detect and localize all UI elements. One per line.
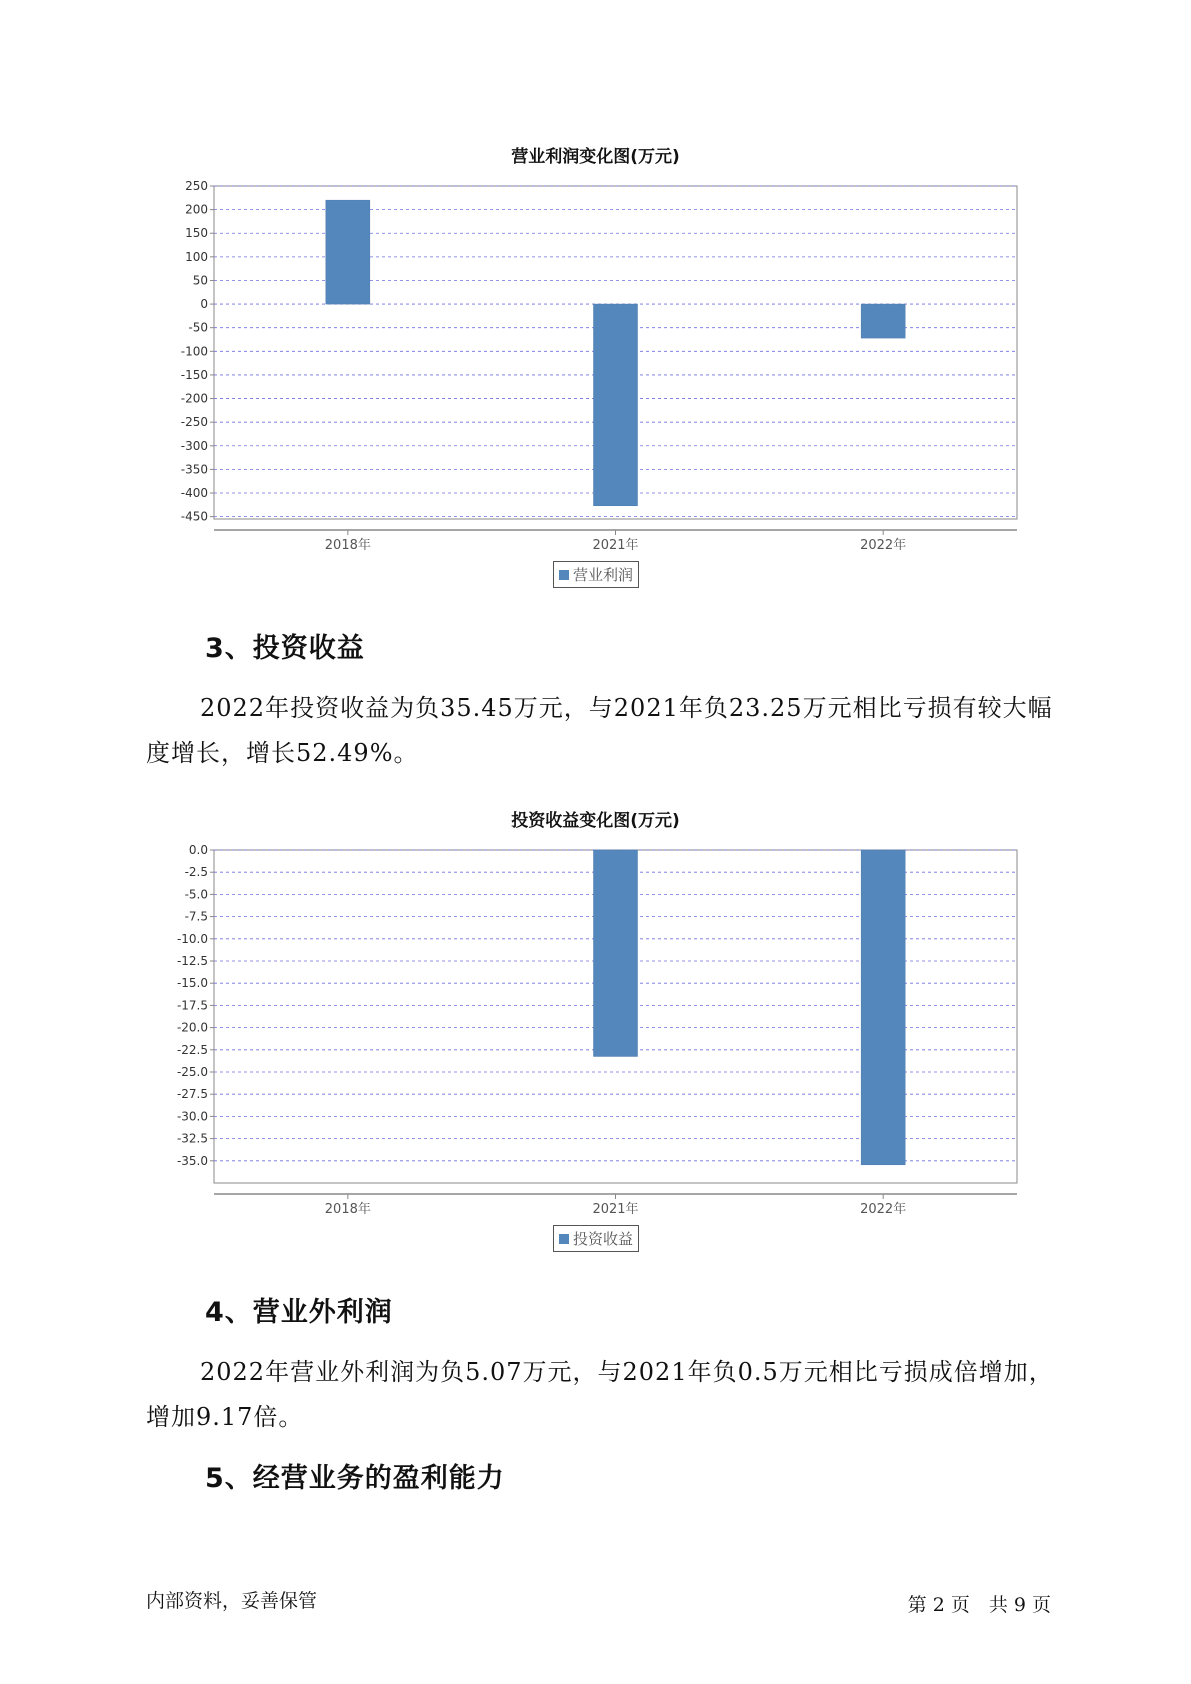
chart1-ytick-label: -150 — [180, 367, 208, 382]
chart2-legend — [553, 1225, 639, 1252]
chart1-ytick-label: -400 — [180, 486, 208, 501]
chart1-legend-label: 营业利润 — [573, 566, 634, 584]
chart1-ytick-label: -350 — [180, 462, 208, 477]
chart1-ytick-label: 200 — [185, 202, 208, 217]
chart1-operating-profit — [0, 170, 1191, 570]
chart2-investment-income — [0, 834, 1191, 1234]
chart1-ytick-label: -50 — [188, 320, 208, 335]
chart2-ytick-label: -5.0 — [184, 887, 208, 902]
chart2-ytick-label: -22.5 — [176, 1042, 208, 1057]
chart2-ytick-label: -25.0 — [176, 1065, 208, 1079]
chart2-xtick-label: 2018年 — [324, 1202, 371, 1217]
chart1-title: 营业利润变化图(万元) — [511, 147, 680, 167]
chart1-ytick-label: 100 — [185, 249, 208, 264]
chart2-ytick-label: -15.0 — [176, 976, 208, 991]
section5-heading: 5、经营业务的盈利能力 — [205, 1463, 505, 1494]
section4-heading: 4、营业外利润 — [205, 1297, 393, 1328]
chart2-ytick-label: -17.5 — [176, 998, 208, 1013]
footer-page-number: 第 2 页 共 9 页 — [907, 1594, 1051, 1616]
chart2-bar-2 — [861, 850, 905, 1165]
chart2-ytick-label: -12.5 — [176, 954, 208, 968]
chart1-xtick-label: 2021年 — [592, 538, 639, 553]
chart1-bar-0 — [326, 200, 370, 304]
chart1-ytick-label: -300 — [180, 438, 208, 453]
chart1-xtick-label: 2018年 — [324, 538, 371, 553]
legend-swatch-icon — [559, 1234, 569, 1244]
chart2-xtick-label: 2021年 — [592, 1202, 639, 1217]
chart2-bar-1 — [594, 850, 638, 1056]
chart2-ytick-label: -2.5 — [184, 865, 208, 880]
chart2-ytick-label: -10.0 — [176, 931, 208, 946]
chart2-xtick-label: 2022年 — [860, 1202, 907, 1217]
chart1-legend — [553, 561, 639, 588]
chart1-ytick-label: -250 — [180, 415, 208, 430]
legend-swatch-icon — [559, 570, 569, 580]
chart1-xtick-label: 2022年 — [860, 538, 907, 553]
chart1-ytick-label: 0 — [200, 297, 208, 312]
chart1-ytick-label: -450 — [180, 509, 208, 524]
chart2-ytick-label: -27.5 — [176, 1087, 208, 1102]
chart2-legend-label: 投资收益 — [573, 1230, 634, 1248]
chart1-ytick-label: -200 — [180, 391, 208, 406]
chart1-bar-1 — [594, 304, 638, 506]
chart1-ytick-label: 50 — [192, 273, 208, 288]
chart1-ytick-label: 150 — [185, 226, 208, 241]
chart2-ytick-label: -32.5 — [176, 1131, 208, 1146]
chart2-ytick-label: -7.5 — [184, 909, 208, 924]
chart2-ytick-label: 0.0 — [188, 843, 208, 857]
chart2-ytick-label: -20.0 — [176, 1020, 208, 1035]
footer-confidential-note: 内部资料，妥善保管 — [146, 1590, 318, 1612]
chart2-ytick-label: -35.0 — [176, 1153, 208, 1168]
chart1-bar-2 — [861, 304, 905, 338]
chart2-ytick-label: -30.0 — [176, 1109, 208, 1124]
section4-paragraph: 2022年营业外利润为负5.07万元，与2021年负0.5万元相比亏损成倍增加，增加9.17倍。 — [146, 1358, 1054, 1431]
section3-paragraph: 2022年投资收益为负35.45万元，与2021年负23.25万元相比亏损有较大幅度增长，增长52.49%。 — [146, 694, 1053, 767]
chart1-ytick-label: -100 — [180, 344, 208, 359]
chart2-title: 投资收益变化图(万元) — [511, 811, 680, 831]
chart1-ytick-label: 250 — [185, 179, 208, 193]
section3-heading: 3、投资收益 — [205, 633, 365, 664]
